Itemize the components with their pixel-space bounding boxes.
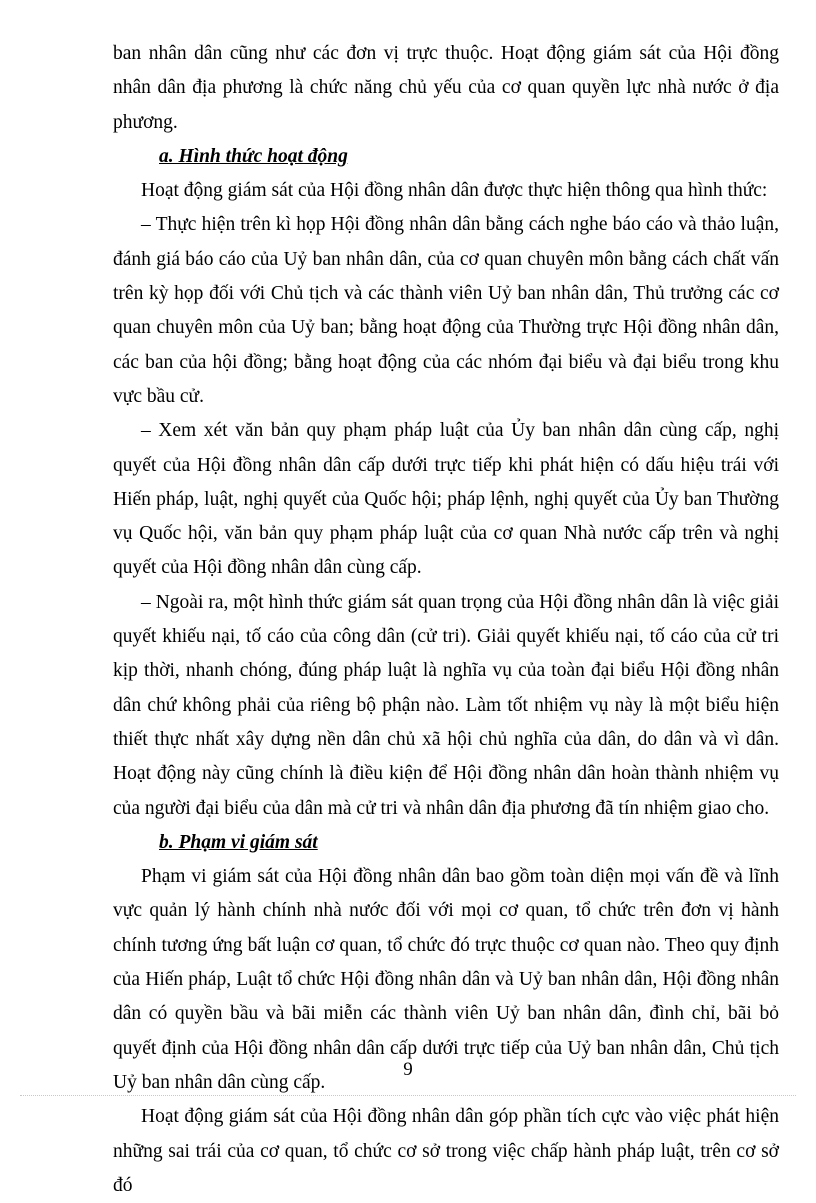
page-number: 9 <box>403 1059 413 1080</box>
footer-divider <box>20 1095 796 1096</box>
paragraph-pham-vi: Phạm vi giám sát của Hội đồng nhân dân bao gồm toàn diện mọi vấn đề và lĩnh vực quản lý hành chính nhà nước đối với mọi cơ quan, tổ chức trên đơn vị hành chính tương ứng bất luận cơ quan, tổ chức đó trực thuộc cơ quan nào. Theo quy định của Hiến pháp, Luật tổ chức Hội đồng nhân dân và Uỷ ban nhân dân, Hội đồng nhân dân có quyền bầu và bãi miễn các thành viên Uỷ ban nhân dân, đình chỉ, bãi bỏ quyết định của Hội đồng nhân dân cấp dưới trực tiếp của Uỷ ban nhân dân, Chủ tịch Uỷ ban nhân dân cùng cấp. <box>113 866 779 1093</box>
paragraph-intro-continuation: ban nhân dân cũng như các đơn vị trực thuộc. Hoạt động giám sát của Hội đồng nhân dân địa phương là chức năng chủ yếu của cơ quan quyền lực nhà nước ở địa phương. <box>113 43 779 133</box>
paragraph-bullet-khieu-nai-to-cao: – Ngoài ra, một hình thức giám sát quan trọng của Hội đồng nhân dân là việc giải quyết khiếu nại, tố cáo của công dân (cử tri). Giải quyết khiếu nại, tố cáo của cử tri kịp thời, nhanh chóng, đúng pháp luật là nghĩa vụ của toàn đại biểu Hội đồng nhân dân chứ không phải của riêng bộ phận nào. Làm tốt nhiệm vụ này là một biểu hiện thiết thực nhất xây dựng nền dân chủ xã hội chủ nghĩa của dân, do dân và vì dân. Hoạt động này cũng chính là điều kiện để Hội đồng nhân dân hoàn thành nhiệm vụ của người đại biểu của dân mà cử tri và nhân dân địa phương đã tín nhiệm giao cho. <box>113 591 779 819</box>
paragraph-hoat-dong-giam-sat: Hoạt động giám sát của Hội đồng nhân dân góp phần tích cực vào việc phát hiện những sai trái của cơ quan, tổ chức cơ sở trong việc chấp hành pháp luật, trên cơ sở đó <box>113 1106 779 1196</box>
paragraph-hinh-thuc-intro: Hoạt động giám sát của Hội đồng nhân dân được thực hiện thông qua hình thức: <box>141 180 768 202</box>
document-body <box>113 37 779 1203</box>
paragraph-bullet-xem-xet-van-ban: – Xem xét văn bản quy phạm pháp luật của Ủy ban nhân dân cùng cấp, nghị quyết của Hội đồng nhân dân cấp dưới trực tiếp khi phát hiện có dấu hiệu trái với Hiến pháp, luật, nghị quyết của Quốc hội; pháp lệnh, nghị quyết của Ủy ban Thường vụ Quốc hội, văn bản quy phạm pháp luật của cơ quan Nhà nước cấp trên và nghị quyết của Hội đồng nhân dân cùng cấp. <box>113 420 779 579</box>
section-heading-pham-vi-giam-sat: b. Phạm vi giám sát <box>159 831 318 853</box>
paragraph-bullet-ky-hop: – Thực hiện trên kì họp Hội đồng nhân dân bằng cách nghe báo cáo và thảo luận, đánh giá báo cáo của Uỷ ban nhân dân, của cơ quan chuyên môn bằng cách chất vấn trên kỳ họp đối với Chủ tịch và các thành viên Uỷ ban nhân dân, Thủ trưởng các cơ quan chuyên môn của Uỷ ban; bằng hoạt động của Thường trực Hội đồng nhân dân, các ban của hội đồng; bằng hoạt động của các nhóm đại biểu và đại biểu trong khu vực bầu cử. <box>113 214 779 407</box>
section-heading-hinh-thuc-hoat-dong: a. Hình thức hoạt động <box>159 145 348 167</box>
